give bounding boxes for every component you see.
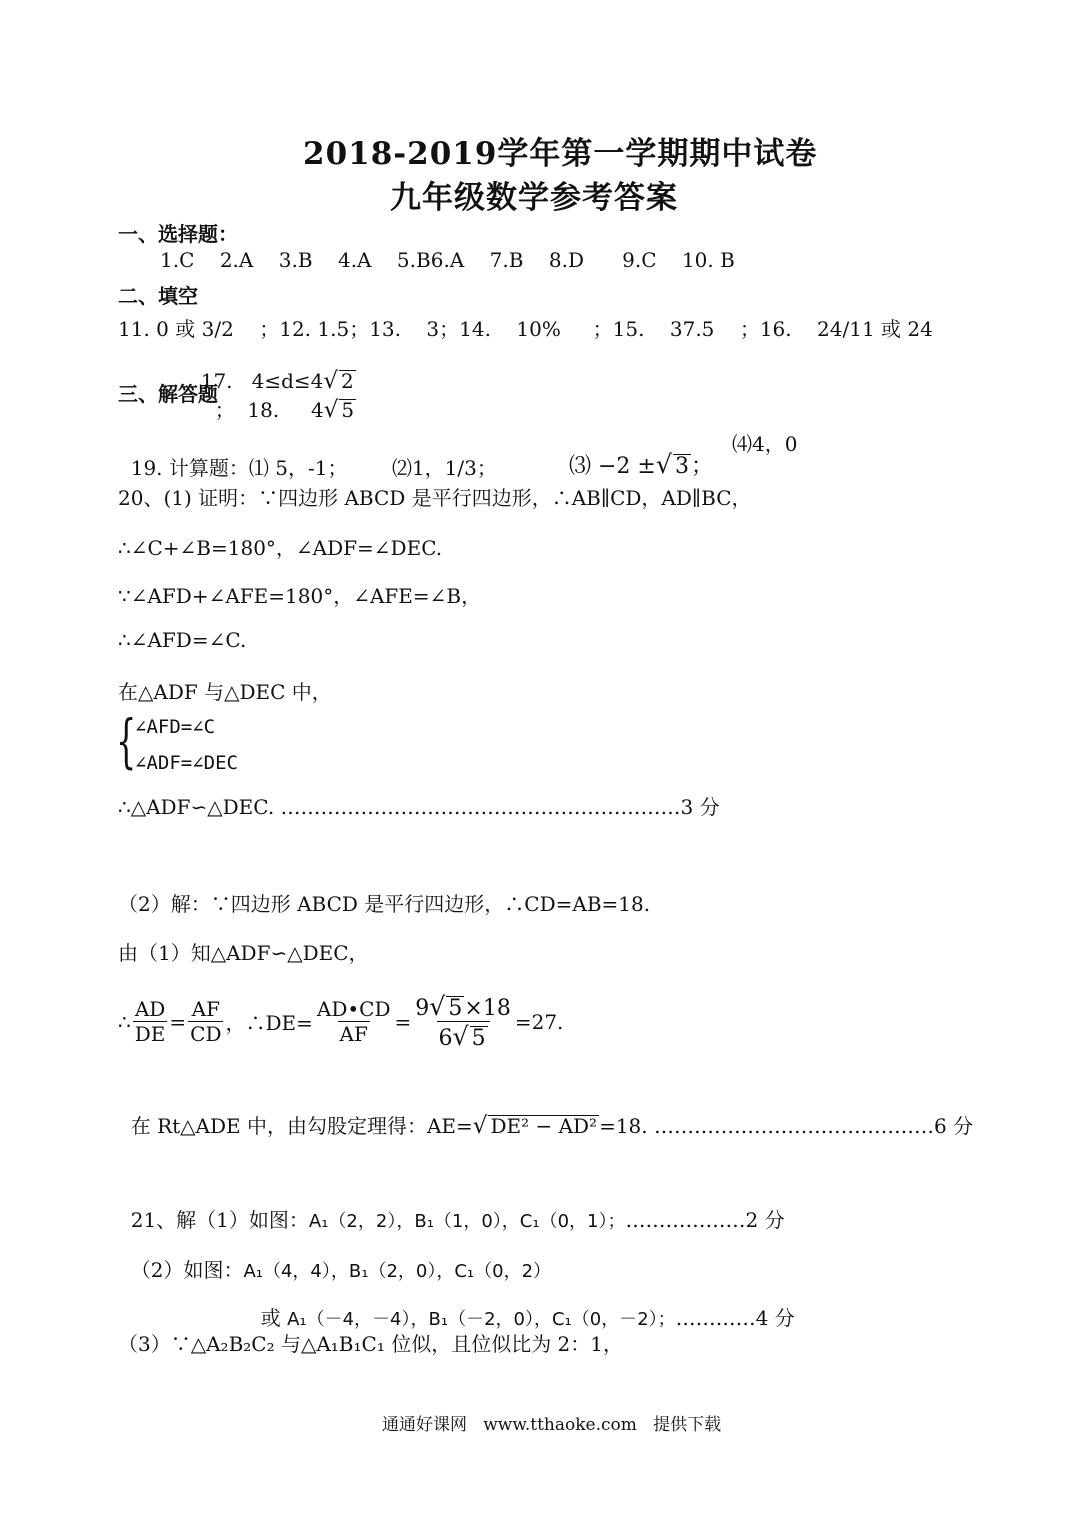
q17-radicand: 2 bbox=[341, 369, 354, 393]
q19-line bbox=[118, 428, 497, 481]
fraction-af-cd: $\frac{AF}{CD}$ bbox=[190, 997, 222, 1046]
page-title-line2: 九年级数学参考答案 bbox=[390, 180, 678, 216]
q18-text: ； 18. 4 bbox=[214, 398, 324, 422]
pythagoras-radicand: DE² − AD² bbox=[490, 1114, 598, 1138]
footer-source: 通通好课网 www.tthaoke.com 提供下载 bbox=[382, 1415, 722, 1435]
q20-part2-line2: 由（1）知△ADF∽△DEC， bbox=[118, 941, 369, 965]
q19-text: 19. 计算题：⑴ 5，-1； ⑵1，1/3； bbox=[130, 456, 497, 480]
system-brace: { bbox=[116, 707, 137, 775]
q19-part3-radicand: 3 bbox=[674, 454, 689, 479]
fraction-numeric: $\frac{9√ 5\times 18}{6√ 5}$ bbox=[415, 992, 511, 1051]
q17-text: 17. 4≤d≤4 bbox=[200, 369, 324, 393]
q19-part4: ⑷4，0 bbox=[732, 432, 798, 456]
q19-part3: ⑶ −2 ±√ 3； bbox=[569, 450, 713, 479]
q20-line3: ∵∠AFD+∠AFE=180°，∠AFE=∠B， bbox=[118, 584, 482, 608]
q20-system-eq1: ∠AFD=∠C bbox=[135, 716, 216, 738]
q20-line5: 在△ADF 与△DEC 中， bbox=[118, 680, 332, 704]
q20-line6: ∴△ADF∽△DEC. ……………………………………………………3 分 bbox=[118, 795, 720, 819]
fill-answers-line2: 17. 4≤d≤4√ 2 ； 18. 4√ 5 bbox=[200, 368, 355, 423]
q20-system-eq2: ∠ADF=∠DEC bbox=[135, 752, 238, 774]
q20-line4: ∴∠AFD=∠C. bbox=[118, 628, 247, 652]
q18-radicand: 5 bbox=[341, 398, 355, 422]
fraction-adcd-af: $\frac{AD•CD}{AF}$ bbox=[316, 997, 391, 1046]
q20-line2: ∴∠C+∠B=180°，∠ADF=∠DEC. bbox=[118, 536, 443, 560]
fill-answers-line1: 11. 0 或 3/2 ；12. 1.5；13. 3；14. 10% ；15. 37.5 ；16. 24/11 或 24 bbox=[118, 317, 933, 341]
section-solve-heading: 三、解答题 bbox=[118, 382, 218, 406]
choice-answers: 1.C 2.A 3.B 4.A 5.B6.A 7.B 8.D 9.C 10. B bbox=[160, 248, 735, 272]
q21-line1: 21、解（1）如图：A₁（2，2），B₁（1，0），C₁（0，1）；………………2 分 bbox=[130, 1208, 785, 1232]
section-choice-heading: 一、选择题： bbox=[118, 222, 238, 246]
q20-pythagoras-line: 在 Rt△ADE 中，由勾股定理得：AE=√ DE² − AD² =18. ……………………………………6 分 bbox=[130, 1113, 974, 1139]
q20-line1: 20、(1) 证明：∵四边形 ABCD 是平行四边形，∴AB∥CD，AD∥BC， bbox=[118, 486, 752, 510]
fraction-ad-de: $\frac{AD}{DE}$ bbox=[134, 997, 166, 1046]
q21-line3: 或 A₁（－4，－4），B₁（－2，0），C₁（0，－2）；…………4 分 bbox=[260, 1306, 795, 1330]
q20-part2-line1: （2）解：∵四边形 ABCD 是平行四边形，∴CD=AB=18. bbox=[118, 892, 651, 916]
q21-line4: （3）∵△A₂B₂C₂ 与△A₁B₁C₁ 位似，且位似比为 2：1， bbox=[118, 1332, 623, 1356]
q21-line2: （2）如图：A₁（4，4），B₁（2，0），C₁（0，2） bbox=[130, 1258, 552, 1282]
page-title-line1: 2018-2019学年第一学期期中试卷 bbox=[303, 136, 818, 172]
section-fill-heading: 二、填空 bbox=[118, 284, 198, 308]
q20-fraction-equation: ∴ $\frac{AD}{DE}$ = $\frac{AF}{CD}$ ，∴DE= $\frac{AD•CD}{AF}$ = $\frac{9√ 5\times 18}{6√ 5}$ =27. bbox=[118, 992, 564, 1051]
